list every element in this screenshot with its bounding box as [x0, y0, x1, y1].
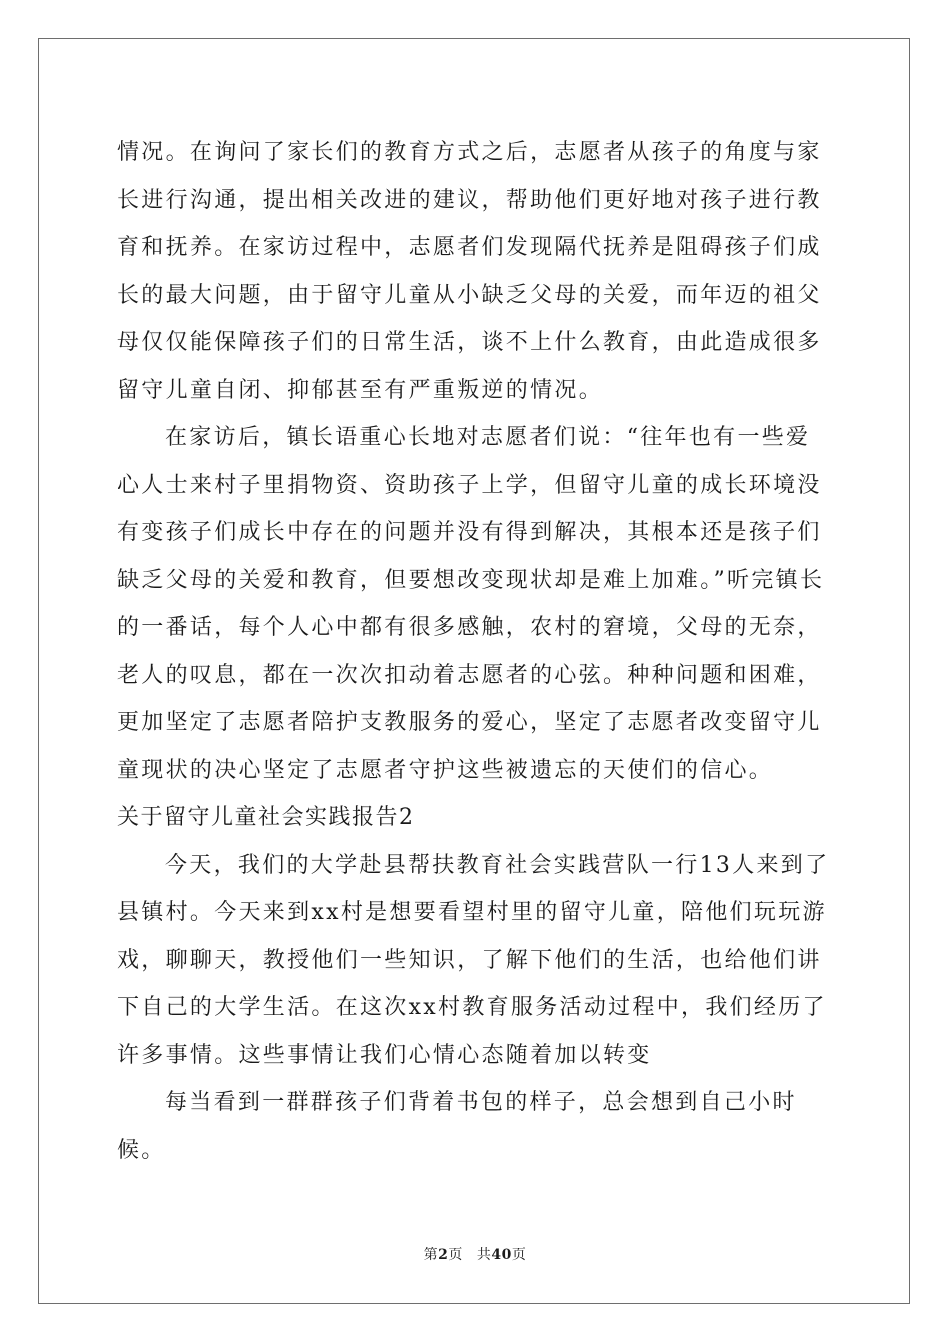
paragraph-2: 在家访后，镇长语重心长地对志愿者们说：“往年也有一些爱心人士来村子里捐物资、资助孩子上学，但留守儿童的成长环境没有变孩子们成长中存在的问题并没有得到解决，其根本还是孩子们缺乏父母的关爱和教育，但要想改变现状却是难上加难。”听完镇长的一番话，每个人心中都有很多感触，农村的窘境，父母的无奈，老人的叹息，都在一次次扣动着志愿者的心弦。种种问题和困难，更加坚定了志愿者陪护支教服务的爱心，坚定了志愿者改变留守儿童现状的决心坚定了志愿者守护这些被遗忘的天使们的信心。 [117, 425, 825, 783]
total-prefix: 共 [476, 1247, 492, 1263]
page-prefix: 第 [423, 1247, 439, 1263]
page-suffix: 页 [448, 1247, 463, 1263]
page-footer [0, 1244, 950, 1264]
section-heading: 关于留守儿童社会实践报告2 [117, 805, 415, 830]
total-suffix: 页 [511, 1247, 527, 1263]
paragraph-4: 每当看到一群群孩子们背着书包的样子，总会想到自己小时候。 [117, 1090, 797, 1163]
paragraph-3: 今天，我们的大学赴县帮扶教育社会实践营队一行13人来到了县镇村。今天来到xx村是想要看望村里的留守儿童，陪他们玩玩游戏，聊聊天，教授他们一些知识，了解下他们的生活，也给他们讲下自己的大学生活。在这次xx村教育服务活动过程中，我们经历了许多事情。这些事情让我们心情心态随着加以转变 [117, 852, 830, 1068]
document-body [117, 129, 833, 1174]
page-number: 2 [438, 1247, 449, 1263]
paragraph-1: 情况。在询问了家长们的教育方式之后，志愿者从孩子的角度与家长进行沟通，提出相关改进的建议，帮助他们更好地对孩子进行教育和抚养。在家访过程中，志愿者们发现隔代抚养是阻碍孩子们成长的最大问题，由于留守儿童从小缺乏父母的关爱，而年迈的祖父母仅仅能保障孩子们的日常生活，谈不上什么教育，由此造成很多留守儿童自闭、抑郁甚至有严重叛逆的情况。 [117, 140, 822, 403]
total-pages: 40 [491, 1247, 512, 1263]
